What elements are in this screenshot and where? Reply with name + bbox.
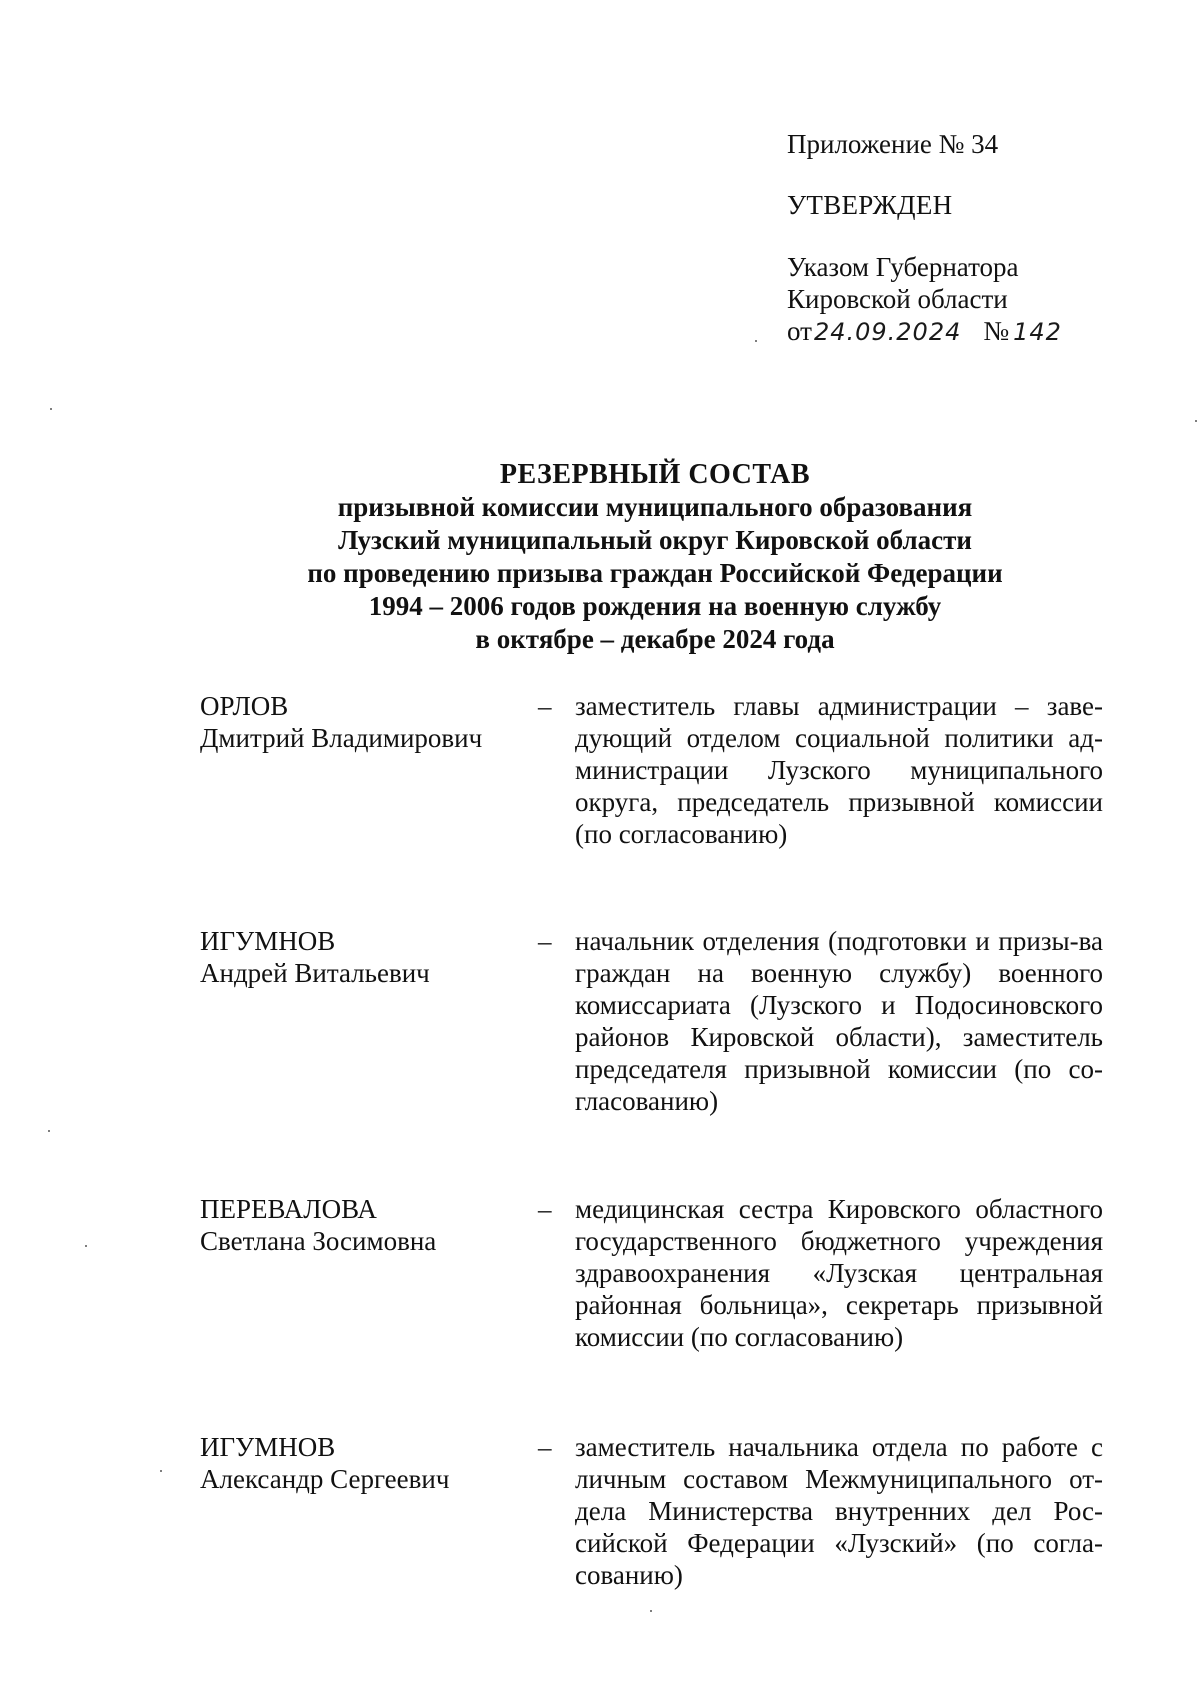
member-entry bbox=[200, 690, 1110, 850]
document-title bbox=[200, 458, 1110, 656]
member-given-names: Дмитрий Владимирович bbox=[200, 723, 483, 753]
title-line-4: 1994 – 2006 годов рождения на военную службу bbox=[368, 591, 942, 621]
member-name bbox=[200, 1431, 538, 1591]
member-entry bbox=[200, 1431, 1110, 1591]
scan-speck bbox=[85, 1245, 87, 1247]
member-role: заместитель начальника отдела по работе с личным составом Межмуниципального от-дела Министерства внутренних дел Рос-сийской Федерации «Лузский» (по согла-сованию) bbox=[575, 1432, 1103, 1590]
scan-speck bbox=[755, 340, 757, 342]
scan-speck bbox=[650, 1610, 652, 1612]
scan-speck bbox=[50, 408, 52, 410]
date-prefix: от bbox=[787, 316, 812, 346]
member-role: медицинская сестра Кировского областного государственного бюджетного учреждения здравоохранения «Лузская центральная районная больница», секретарь призывной комиссии (по согласованию) bbox=[575, 1194, 1103, 1352]
title-line-5: в октябре – декабре 2024 года bbox=[475, 624, 835, 654]
members-list bbox=[200, 690, 1110, 1591]
member-dash: – bbox=[538, 1432, 552, 1462]
member-surname: ПЕРЕВАЛОВА bbox=[200, 1194, 377, 1224]
member-dash: – bbox=[538, 1194, 552, 1224]
handwritten-number: 142 bbox=[1013, 318, 1062, 346]
member-entry bbox=[200, 1193, 1110, 1353]
member-name bbox=[200, 690, 538, 850]
member-given-names: Андрей Витальевич bbox=[200, 958, 430, 988]
approval-block bbox=[787, 128, 1062, 348]
scan-speck bbox=[1195, 420, 1197, 422]
decree-date-line bbox=[787, 315, 1062, 348]
title-main: РЕЗЕРВНЫЙ СОСТАВ bbox=[499, 459, 811, 490]
member-surname: ОРЛОВ bbox=[200, 691, 289, 721]
member-given-names: Александр Сергеевич bbox=[200, 1464, 450, 1494]
member-role: заместитель главы администрации – заве-дующий отделом социальной политики ад-министрации Лузского муниципального округа, председатель призывной комиссии (по согласованию) bbox=[575, 691, 1103, 849]
member-entry bbox=[200, 925, 1110, 1117]
title-line-1: призывной комиссии муниципального образования bbox=[337, 492, 973, 522]
number-prefix: № bbox=[983, 316, 1010, 346]
scan-speck bbox=[160, 1470, 162, 1472]
decree-line-2: Кировской области bbox=[787, 284, 1008, 314]
member-name bbox=[200, 1193, 538, 1353]
approved-stamp-text: УТВЕРЖДЕН bbox=[787, 190, 953, 220]
member-surname: ИГУМНОВ bbox=[200, 1432, 336, 1462]
title-line-2: Лузский муниципальный округ Кировской области bbox=[338, 525, 972, 555]
handwritten-date: 24.09.2024 bbox=[813, 318, 962, 346]
member-dash: – bbox=[538, 691, 552, 721]
member-role: начальник отделения (подготовки и призы-ва граждан на военную службу) военного комиссариата (Лузского и Подосиновского районов Кировской области), заместитель председателя призывной комиссии (по со-гласованию) bbox=[575, 926, 1103, 1116]
member-surname: ИГУМНОВ bbox=[200, 926, 336, 956]
decree-line-1: Указом Губернатора bbox=[787, 252, 1019, 282]
annex-number: Приложение № 34 bbox=[787, 129, 999, 159]
member-dash: – bbox=[538, 926, 552, 956]
member-given-names: Светлана Зосимовна bbox=[200, 1226, 437, 1256]
scan-speck bbox=[48, 1130, 50, 1132]
title-line-3: по проведению призыва граждан Российской Федерации bbox=[307, 558, 1003, 588]
member-name bbox=[200, 925, 538, 1117]
